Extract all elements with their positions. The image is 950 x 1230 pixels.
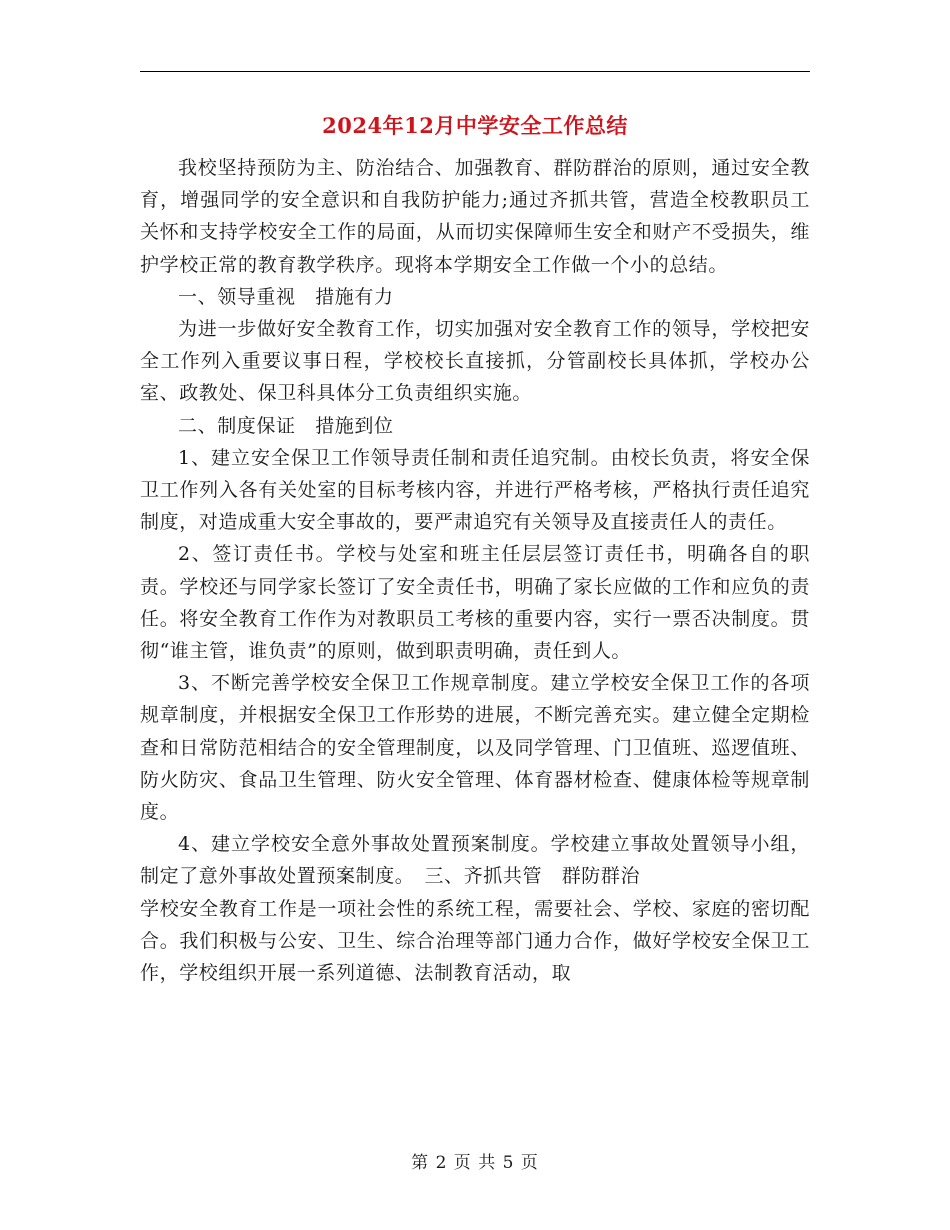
paragraph-item-3: 3、不断完善学校安全保卫工作规章制度。建立学校安全保卫工作的各项规章制度，并根据安全保卫工作形势的进展，不断完善充实。建立健全定期检查和日常防范相结合的安全管理制度，以及同学管理、门卫值班、巡逻值班、防火防灾、食品卫生管理、防火安全管理、体育器材检查、健康体检等规章制度。 xyxy=(140,672,810,824)
paragraph-leadership: 为进一步做好安全教育工作，切实加强对安全教育工作的领导，学校把安全工作列入重要议事日程，学校校长直接抓，分管副校长具体抓，学校办公室、政教处、保卫科具体分工负责组织实施。 xyxy=(140,318,810,405)
section-heading-1: 一、领导重视 措施有力 xyxy=(178,285,394,308)
page-number: 第 2 页 共 5 页 xyxy=(411,1153,539,1173)
paragraph-cooperation: 学校安全教育工作是一项社会性的系统工程，需要社会、学校、家庭的密切配合。我们积极与公安、卫生、综合治理等部门通力合作，做好学校安全保卫工作，学校组织开展一系列道德、法制教育活动，取 xyxy=(140,897,810,985)
document-title: 2024年12月中学安全工作总结 xyxy=(322,113,628,138)
paragraph-item-1: 1、建立安全保卫工作领导责任制和责任追究制。由校长负责，将安全保卫工作列入各有关处室的目标考核内容，并进行严格考核，严格执行责任追究制度，对造成重大安全事故的，要严肃追究有关领导及直接责任人的责任。 xyxy=(140,446,810,534)
document-body xyxy=(140,152,810,989)
section-heading-2: 二、制度保证 措施到位 xyxy=(178,414,394,437)
paragraph-intro: 我校坚持预防为主、防治结合、加强教育、群防群治的原则，通过安全教育，增强同学的安全意识和自我防护能力;通过齐抓共管，营造全校教职员工关怀和支持学校安全工作的局面，从而切实保障师生安全和财产不受损失，维护学校正常的教育教学秩序。现将本学期安全工作做一个小的总结。 xyxy=(140,157,810,276)
paragraph-item-4: 4、建立学校安全意外事故处置预案制度。学校建立事故处置领导小组，制定了意外事故处置预案制度。 三、齐抓共管 群防群治 xyxy=(140,833,810,888)
header-rule xyxy=(140,71,810,72)
paragraph-item-2: 2、签订责任书。学校与处室和班主任层层签订责任书，明确各自的职责。学校还与同学家长签订了安全责任书，明确了家长应做的工作和应负的责任。将安全教育工作作为对教职员工考核的重要内容，实行一票否决制度。贯彻“谁主管，谁负责”的原则，做到职责明确，责任到人。 xyxy=(140,543,810,663)
